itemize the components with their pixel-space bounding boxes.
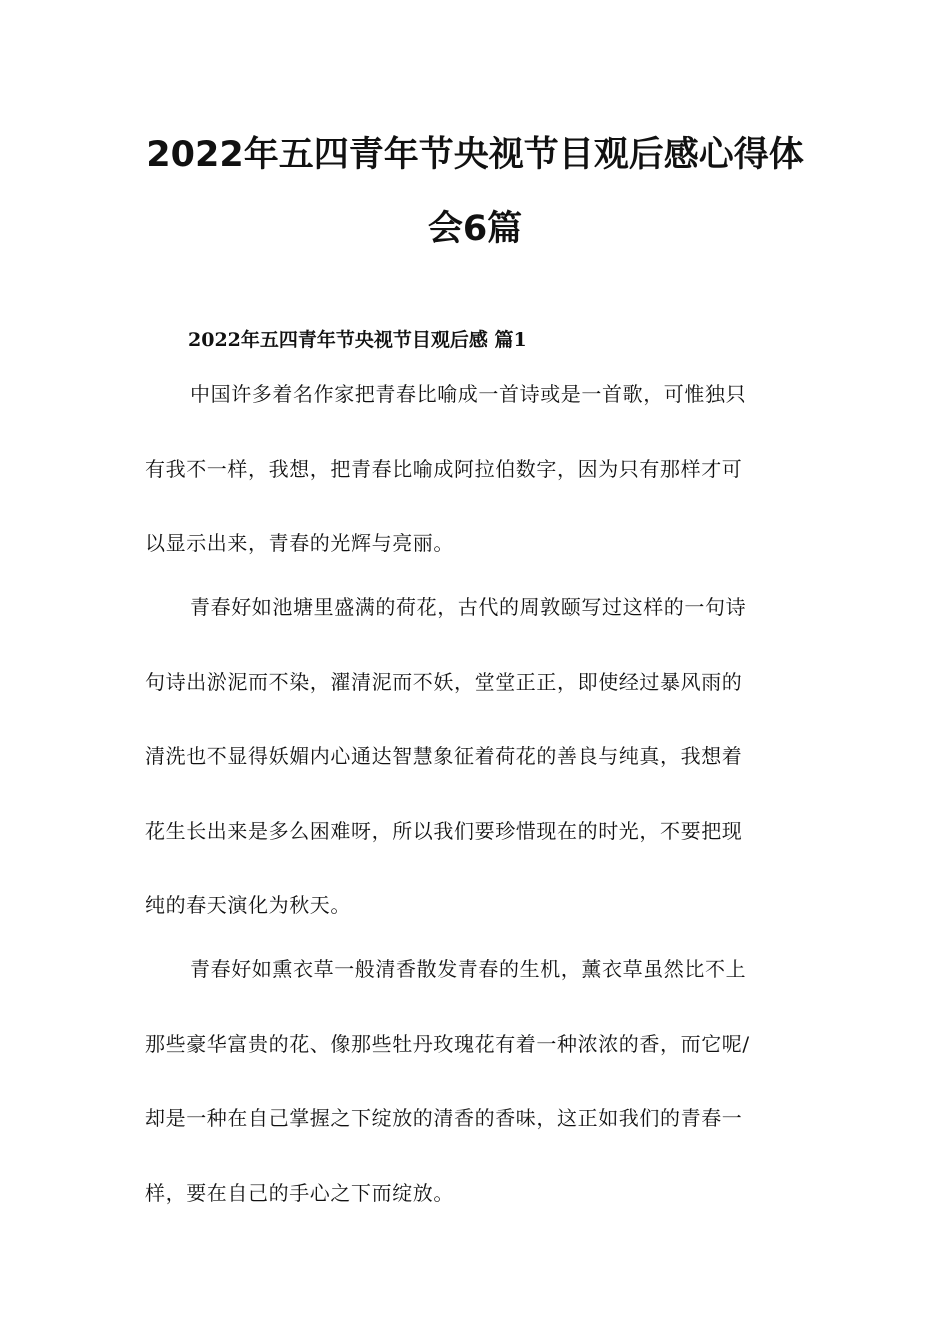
paragraph-1-line-2: 有我不一样，我想，把青春比喻成阿拉伯数字，因为只有那样才可 [145, 457, 743, 481]
paragraph-3-line-2: 那些豪华富贵的花、像那些牡丹玫瑰花有着一种浓浓的香，而它呢/ [145, 1032, 750, 1056]
section-heading: 2022年五四青年节央视节目观后感 篇1 [188, 329, 527, 351]
paragraph-2-line-5: 纯的春天演化为秋天。 [145, 893, 351, 917]
paragraph-2-line-3: 清洗也不显得妖媚内心通达智慧象征着荷花的善良与纯真，我想着 [145, 744, 743, 768]
paragraph-2-line-2: 句诗出淤泥而不染，濯清泥而不妖，堂堂正正，即使经过暴风雨的 [145, 670, 743, 694]
paragraph-2-line-4: 花生长出来是多么困难呀，所以我们要珍惜现在的时光，不要把现 [145, 819, 743, 843]
document-title-line-2: 会6篇 [427, 209, 523, 249]
paragraph-2-line-1: 青春好如池塘里盛满的荷花，古代的周敦颐写过这样的一句诗 [190, 595, 747, 619]
document-title-line-1: 2022年五四青年节央视节目观后感心得体 [146, 135, 804, 175]
paragraph-1-line-1: 中国许多着名作家把青春比喻成一首诗或是一首歌，可惟独只 [190, 382, 747, 406]
paragraph-1-line-3: 以显示出来，青春的光辉与亮丽。 [145, 531, 454, 555]
paragraph-3-line-1: 青春好如熏衣草一般清香散发青春的生机，薰衣草虽然比不上 [190, 957, 747, 981]
paragraph-3-line-4: 样，要在自己的手心之下而绽放。 [145, 1181, 454, 1205]
paragraph-3-line-3: 却是一种在自己掌握之下绽放的清香的香味，这正如我们的青春一 [145, 1106, 743, 1130]
